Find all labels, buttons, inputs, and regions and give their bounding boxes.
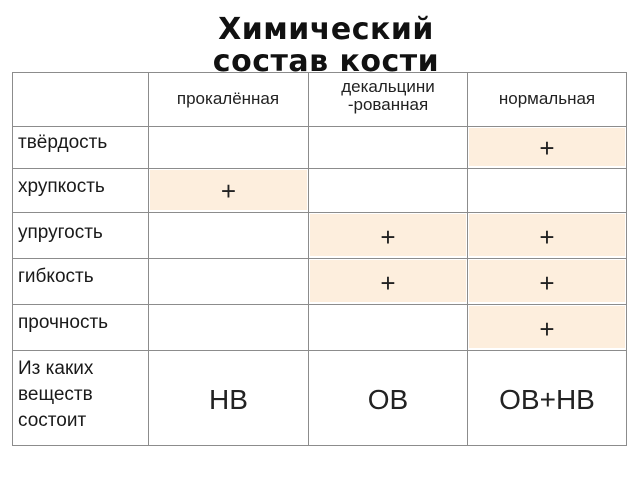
row-divider bbox=[12, 168, 148, 169]
row-divider bbox=[467, 168, 626, 169]
row-divider bbox=[308, 212, 467, 213]
row-divider bbox=[467, 212, 626, 213]
row-divider bbox=[12, 350, 148, 351]
row-divider bbox=[148, 212, 308, 213]
row-divider bbox=[148, 168, 308, 169]
row-label-composition: Из каких веществ состоит bbox=[18, 358, 94, 431]
mark-elasticity-normal: + bbox=[469, 214, 625, 256]
row-divider bbox=[12, 72, 148, 73]
row-divider bbox=[308, 304, 467, 305]
row-label-hardness: твёрдость bbox=[18, 132, 108, 153]
column-divider bbox=[148, 72, 149, 446]
table-border-bottom bbox=[12, 445, 626, 446]
row-label-flexibility: гибкость bbox=[18, 266, 94, 287]
composition-decalcified: ОВ bbox=[367, 384, 409, 415]
row-divider bbox=[308, 258, 467, 259]
column-divider bbox=[308, 72, 309, 446]
column-header-calcined: прокалённая bbox=[176, 89, 280, 108]
row-label-elasticity: упругость bbox=[18, 222, 103, 243]
mark-flexibility-normal: + bbox=[469, 260, 625, 302]
column-header-normal: нормальная bbox=[498, 89, 596, 108]
row-divider bbox=[308, 126, 467, 127]
table-border-right bbox=[626, 72, 627, 446]
row-divider bbox=[148, 304, 308, 305]
row-divider bbox=[467, 126, 626, 127]
column-header-decalcified: декальцини -рованная bbox=[341, 77, 435, 114]
mark-brittleness-calcined: + bbox=[150, 170, 307, 210]
row-divider bbox=[12, 304, 148, 305]
mark-hardness-normal: + bbox=[469, 128, 625, 166]
row-label-strength: прочность bbox=[18, 312, 109, 333]
row-divider bbox=[308, 168, 467, 169]
row-divider bbox=[467, 350, 626, 351]
comparison-table bbox=[12, 72, 627, 446]
composition-normal: ОВ+НВ bbox=[499, 384, 595, 415]
row-divider bbox=[308, 350, 467, 351]
mark-strength-normal: + bbox=[469, 306, 625, 348]
row-divider bbox=[12, 126, 148, 127]
row-divider bbox=[12, 258, 148, 259]
column-divider bbox=[467, 72, 468, 446]
composition-calcined: НВ bbox=[209, 384, 248, 415]
mark-flexibility-decalcified: + bbox=[310, 260, 466, 302]
row-divider bbox=[12, 212, 148, 213]
row-divider bbox=[148, 126, 308, 127]
page-title: Химический состав кости bbox=[212, 12, 440, 79]
row-divider bbox=[148, 258, 308, 259]
row-divider bbox=[467, 258, 626, 259]
mark-elasticity-decalcified: + bbox=[310, 214, 466, 256]
row-label-brittleness: хрупкость bbox=[18, 176, 105, 197]
row-divider bbox=[467, 304, 626, 305]
row-divider bbox=[148, 350, 308, 351]
table-border-left bbox=[12, 72, 13, 446]
row-divider bbox=[467, 72, 626, 73]
